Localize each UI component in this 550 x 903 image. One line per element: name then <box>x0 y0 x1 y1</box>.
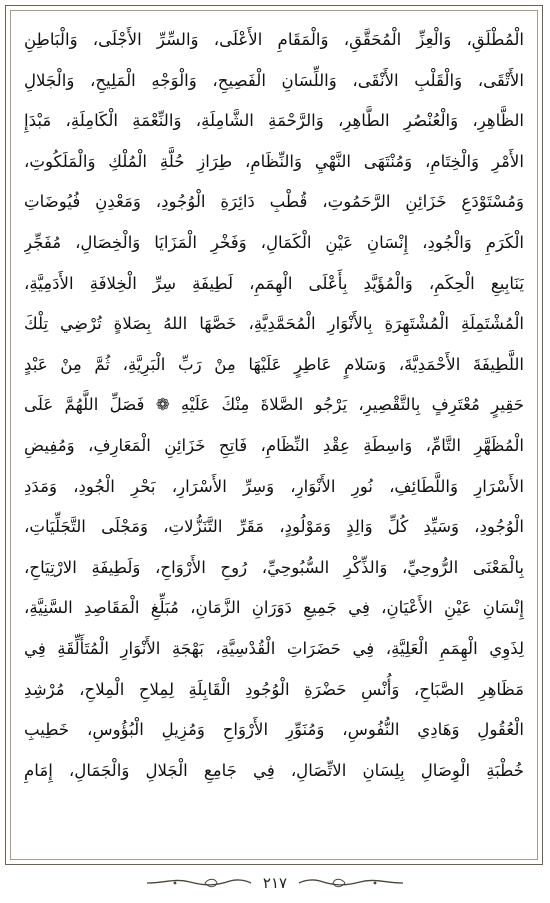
text-line: اللَّطِيفَةَ الأَحْمَدِيَّةَ، وَسَلامٍ عَاطِرٍ عَلَيْهَا مِنْ رَبِّ الْبَرِيَّةِ، ثُمَّ مِنْ عَبْدٍ <box>24 354 524 374</box>
text-line: مَظَاهِرِ الصَّبَاحِ، وَأُنْسِ حَضْرَةِ الْوُجُودِ الْقَابِلَةِ لِمِلاحِ الْمِلاحِ، مُرْشِدِ <box>24 679 524 699</box>
text-line: خُطْبَةِ الْوِصَالِ بِلِسَانِ الاتِّصَالِ، فِي جَامِعِ الْجَلالِ وَالْجَمَالِ، إِمَامِ <box>24 760 524 780</box>
page-frame <box>5 5 543 865</box>
left-flourish-icon <box>145 876 255 890</box>
text-line: يَنَابِيعِ الْحِكَمِ، وَالْمُؤَيَّدِ بِأَعْلَى الْهِمَمِ، لَطِيفَةِ سِرِّ الْخِلافَةِ الأَدَمِيَّةِ، <box>24 273 524 293</box>
text-line: الأَمْرِ وَالْخِتَامِ، وَمُنْتَهَى النَّهْيِ وَالنِّظَامِ، طِرَازِ حُلَّةِ الْمُلْكِ وَالْمَلَكُوتِ، <box>24 151 524 171</box>
text-line: لِذَوِي الْهِمَمِ الْعَلِيَّةِ، فِي حَضَرَاتِ الْقُدْسِيَّةِ، بَهْجَةِ الأَنْوَارِ الْمُتَأَلِّقَةِ فِي <box>24 638 524 658</box>
text-line: الأَسْرَارِ وَاللَّطَائِفِ، نُورِ الأَنْوَارِ، وَسِرِّ الأَسْرَارِ، بَحْرِ الْجُودِ، وَمَدَدِ <box>24 476 524 496</box>
text-line: الأَتْقَى، وَالْقَلْبِ الأَنْقَى، وَاللِّسَانِ الْفَصِيحِ، وَالْوَجْهِ الْمَلِيحِ، وَالْجَلالِ <box>24 70 524 90</box>
right-flourish-icon <box>295 876 405 890</box>
text-line: الْمُشْتَمِلَةِ الْمُشْتَهِرَةِ بِالأَنْوَارِ الْمُحَمَّدِيَّةِ، خَصَّهَا اللهُ بِصَلاةٍ تُرْضِي تِلْكَ <box>24 314 524 334</box>
text-line: إِنْسَانِ عَيْنِ الأَعْيَانِ، فِي جَمِيعِ دَوَرَانِ الزَّمَانِ، مُبَلِّغِ الْمَقَاصِدِ السَّنِيَّةِ، <box>24 598 524 618</box>
text-line: الْمُظَهَّرِ التَّامِّ، وَاسِطَةِ عِقْدِ النِّظَامِ، فَاتِحِ خَزَائِنِ الْمَعَارِفِ، وَمُفِيضِ <box>24 435 524 455</box>
page-footer <box>0 868 550 898</box>
text-line: بِالْمَعْنَى الرُّوحِيِّ، وَالذِّكْرِ السُّبُوحِيِّ، رُوحِ الأَرْوَاحِ، وَلَطِيفَةِ الارْتِيَاحِ، <box>24 557 524 577</box>
text-line: الظَّاهِرِ، وَالْعُنْصُرِ الطَّاهِرِ، وَالرَّحْمَةِ الشَّامِلَةِ، وَالنِّعْمَةِ الْكَامِلَةِ، مَبْدَإِ <box>24 111 524 131</box>
text-line: الْوُجُودِ، وَسَيِّدِ كُلِّ وَالِدٍ وَمَوْلُودٍ، مَقَرِّ التَّنَزُّلاتِ، وَمَجْلَى التَّجَلِّيَاتِ، <box>24 517 524 537</box>
text-block <box>24 20 524 854</box>
text-line: الْكَرَمِ وَالْجُودِ، إِنْسَانِ عَيْنِ الْكَمَالِ، وَفَخْرِ الْمَزَايَا وَالْخِصَالِ، مُفَجِّرِ <box>24 232 524 252</box>
text-line: الْمُطْلَقِ، وَالْعِزِّ الْمُحَقَّقِ، وَالْمَقَامِ الأَعْلَى، وَالسِّرِّ الأَجْلَى، وَالْبَاطِنِ <box>24 30 524 49</box>
text-line: وَمُسْتَوْدَعِ خَزَائِنِ الرَّحَمُوتِ، قُطْبِ دَائِرَةِ الْوُجُودِ، وَمَعْدِنِ فُيُوضَاتِ <box>24 192 524 212</box>
text-line: حَقِيرٍ مُعْتَرِفٍ بِالتَّقْصِيرِ، يَرْجُو الصَّلاةَ مِنْكَ عَلَيْهِ ❁ فَصَلِّ اللَّهُمَّ عَلَى <box>24 395 524 415</box>
page-number: ٢١٧ <box>262 874 288 892</box>
text-line: الْعُقُولِ وَهَادِي النُّفُوسِ، وَمُنَوِّرِ الأَرْوَاحِ وَمُزِيلِ الْبُؤُوسِ، خَطِيبِ <box>24 720 524 740</box>
